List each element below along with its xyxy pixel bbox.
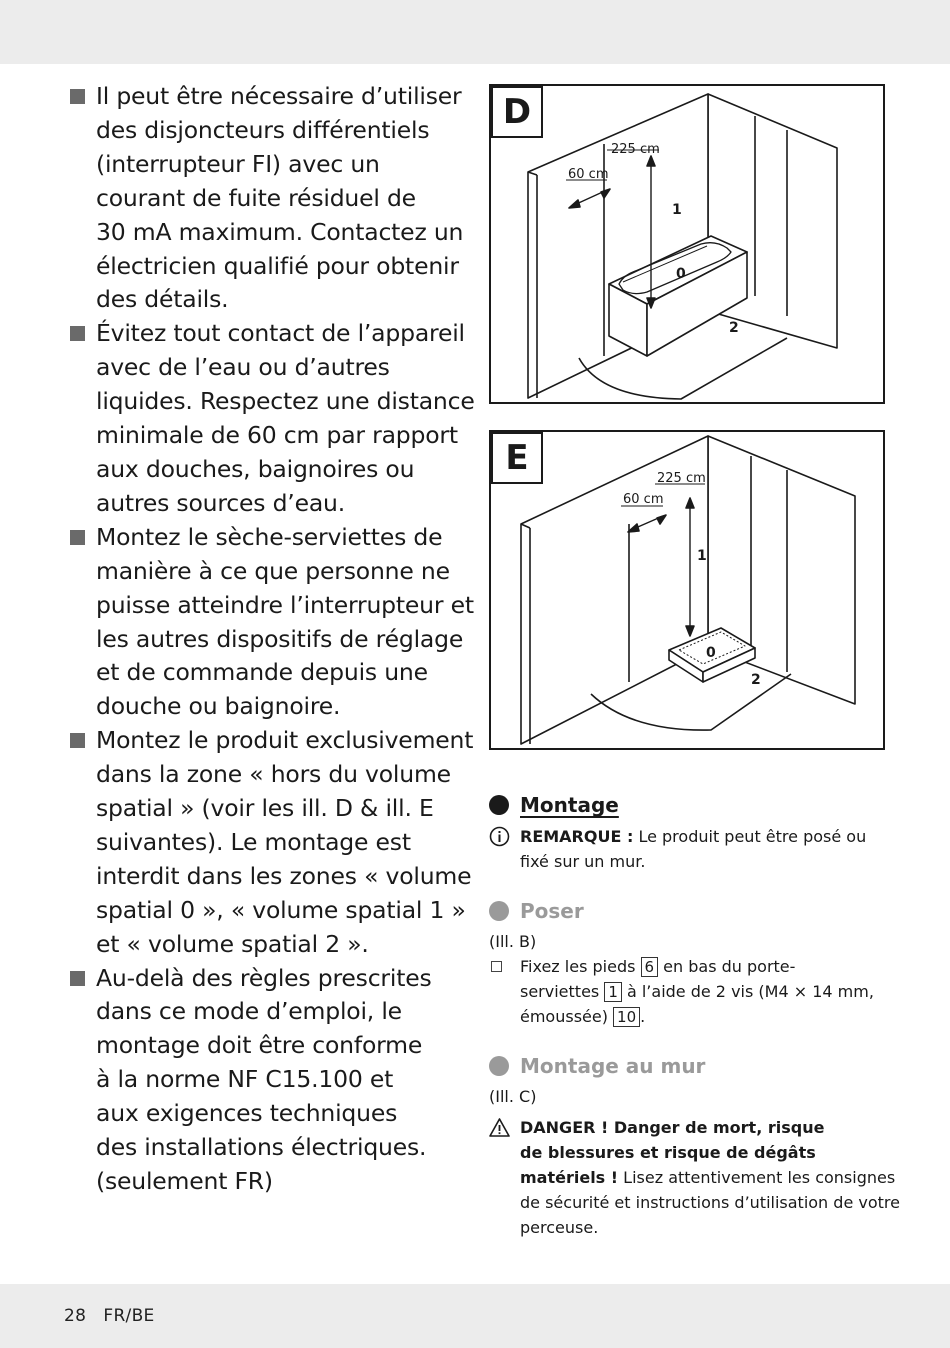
page-number: 28 [64,1306,87,1326]
square-bullet-icon [70,971,85,986]
zone-1-label: 1 [697,548,707,564]
part-ref: 6 [641,957,659,977]
square-bullet-icon [70,89,85,104]
checkbox-bullet-icon [491,961,502,972]
circle-bullet-icon [489,901,509,921]
warning-triangle-icon [489,1117,510,1138]
note-remarque: REMARQUE : Le produit peut être posé ou fixé sur un mur. [489,824,889,874]
bullet-item: Montez le produit exclusivement dans la zone « hors du volume spatial » (voir les ill. D & ill. E suivantes). Le montage est interdit dans les zones « volume spatial 0 », « volume spatial 1 » et « volume spatial 2 ». [68,724,463,961]
zone-0-label: 0 [676,266,686,282]
figure-d-bathtub-zones [489,84,885,404]
dim-distance-label: 60 cm [568,167,609,182]
zone-2-label: 2 [729,320,739,336]
page-footer [64,1306,155,1326]
bullet-item: Au-delà des règles prescrites dans ce mode d’emploi, le montage doit être conforme à la norme NF C15.100 et aux exigences techniques des installations électriques. (seulement FR) [68,962,463,1199]
figure-label: D [491,86,543,138]
bullet-item: Montez le sèche-serviettes de manière à ce que personne ne puisse atteindre l’interrupteur et les autres dispositifs de réglage et de commande depuis une douche ou baignoire. [68,521,463,724]
language-code: FR/BE [103,1306,155,1326]
circle-bullet-icon [489,795,509,815]
illustration-ref: (Ill. B) [489,932,537,951]
figure-label: E [491,432,543,484]
square-bullet-icon [70,733,85,748]
header-band [0,0,950,64]
circle-bullet-icon [489,1056,509,1076]
bathtub-zone-diagram [491,86,883,402]
zone-2-label: 2 [751,672,761,688]
poser-heading: Poser [489,896,889,926]
square-bullet-icon [70,530,85,545]
assembly-section [489,790,900,1240]
info-icon [489,826,510,847]
square-bullet-icon [70,326,85,341]
bullet-item: Il peut être nécessaire d’utiliser des disjoncteurs différentiels (interrupteur FI) avec un courant de fuite résiduel de 30 mA maximum. Contactez un électricien qualifié pour obtenir des détails. [68,80,463,317]
safety-bullets [68,80,475,1199]
bullet-item: Évitez tout contact de l’appareil avec de l’eau ou d’autres liquides. Respectez une distance minimale de 60 cm par rapport aux douches, baignoires ou autres sources d’eau. [68,317,463,520]
montage-mur-heading: Montage au mur [489,1051,889,1081]
shower-zone-diagram [491,432,883,748]
dim-distance-label: 60 cm [623,492,664,507]
illustration-ref: (Ill. C) [489,1087,537,1106]
step-item: Fixez les pieds 6 en bas du porte- serviettes 1 à l’aide de 2 vis (M4 × 14 mm, émoussée) 10 . [489,954,889,1029]
dim-height-label: 225 cm [657,471,706,486]
dim-height-label: 225 cm [611,142,660,157]
zone-0-label: 0 [706,645,716,661]
zone-1-label: 1 [672,202,682,218]
montage-heading: Montage [489,790,889,820]
part-ref: 1 [604,982,622,1002]
figure-e-shower-zones [489,430,885,750]
part-ref: 10 [613,1007,640,1027]
danger-warning: DANGER ! Danger de mort, risque de blessures et risque de dégâts matériels ! Lisez attentivement les consignes de sécurité et instructions d’utilisation de votre perceuse. [489,1115,889,1240]
